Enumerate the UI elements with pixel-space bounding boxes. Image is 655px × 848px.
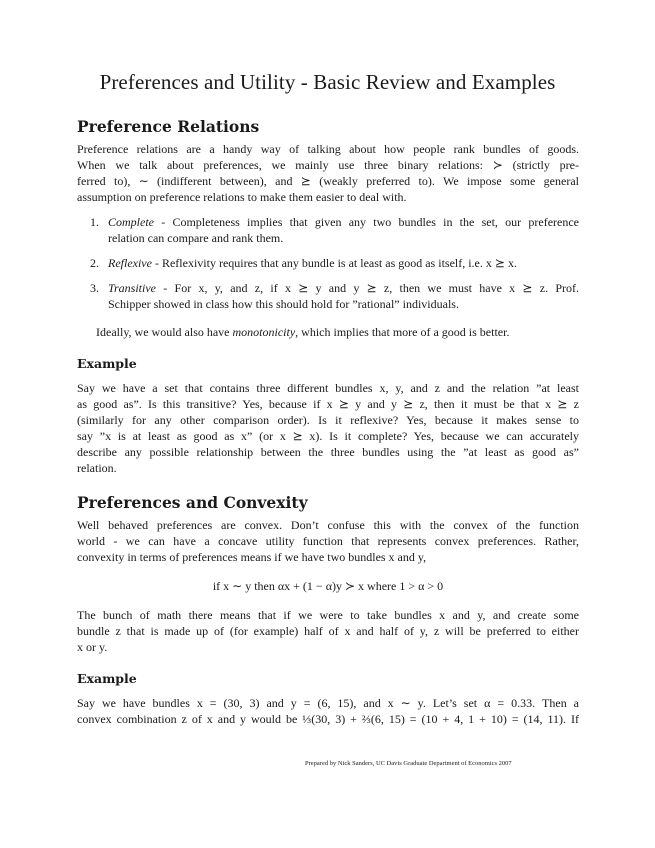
list-item-reflexive: [90, 255, 579, 271]
text-line: Say we have a set that contains three different bundles x, y, and z and the relation ”at least: [77, 381, 579, 395]
text-line: Preference relations are a handy way of talking about how people rank bundles of goods.: [77, 142, 579, 156]
text-line: relation can compare and rank them.: [108, 231, 284, 245]
list-number: 3.: [90, 281, 99, 295]
term: Reflexive: [108, 256, 152, 270]
list-item-complete: [90, 214, 579, 246]
example-heading-1: Example: [77, 356, 137, 371]
list-number: 1.: [90, 215, 99, 229]
page-footer: Prepared by Nick Sanders, UC Davis Graduate Department of Economics 2007: [305, 760, 512, 767]
text-line: The bunch of math there means that if we were to take bundles x and y, and create some: [77, 608, 579, 622]
text-line: Well behaved preferences are convex. Don’t confuse this with the convex of the function: [77, 518, 579, 532]
text-line: [96, 324, 579, 340]
text-line: bundle z that is made up of (for example) half of x and half of y, z will be preferred to either: [77, 624, 579, 638]
text-line: x or y.: [77, 640, 108, 654]
example1-paragraph: [77, 380, 579, 476]
page-title: Preferences and Utility - Basic Review and Examples: [99, 70, 556, 94]
section-heading-convexity: Preferences and Convexity: [77, 493, 308, 512]
text-line: world - we can have a concave utility function that represents convex preferences. Rather,: [77, 534, 579, 548]
monotonicity-note: [96, 324, 579, 340]
text-line: say ”x is at least as good as x” (or x ⪰ x). Is it complete? Yes, because we can accurately: [77, 429, 579, 443]
text: , which implies that more of a good is better.: [295, 325, 510, 339]
text-line: assumption on preference relations to make them easier to deal with.: [77, 190, 407, 204]
text-line: [108, 214, 579, 230]
text-line: as good as”. Is this transitive? Yes, because if x ⪰ y and y ⪰ z, then it must be that x ⪰ z: [77, 397, 579, 411]
term-text: - Completeness implies that given any two bundles in the set, our preference: [154, 215, 579, 229]
term: monotonicity: [232, 325, 296, 339]
assumption-list: [90, 214, 579, 312]
text-line: convexity in terms of preferences means if we have two bundles x and y,: [77, 550, 427, 564]
section1-intro-paragraph: [77, 141, 579, 205]
section2-intro-paragraph: [77, 517, 579, 565]
text-line: describe any possible relationship between the three bundles using the ”at least as good as”: [77, 445, 579, 459]
section-heading-preference-relations: Preference Relations: [77, 117, 260, 136]
list-number: 2.: [90, 256, 99, 270]
convexity-formula: if x ∼ y then αx + (1 − α)y ≻ x where 1 > α > 0: [212, 579, 444, 593]
text: Ideally, we would also have: [96, 325, 233, 339]
text-line: When we talk about preferences, we mainly use three binary relations: ≻ (strictly pre-: [77, 158, 579, 172]
text-line: convex combination z of x and y would be ⅓(30, 3) + ⅔(6, 15) = (10 + 4, 1 + 10) = (14, 11). If: [77, 712, 579, 726]
term-text: - Reflexivity requires that any bundle is at least as good as itself, i.e. x ⪰ x.: [151, 256, 517, 270]
text-line: (similarly for any other comparison order). Is it reflexive? Yes, because it makes sense to: [77, 413, 579, 427]
text-line: [108, 255, 579, 271]
example2-paragraph: [77, 695, 579, 727]
term: Transitive: [108, 281, 157, 295]
text-line: Schipper showed in class how this should hold for ”rational” individuals.: [108, 297, 459, 311]
text-line: Say we have bundles x = (30, 3) and y = (6, 15), and x ∼ y. Let’s set α = 0.33. Then a: [77, 696, 579, 710]
term-text: - For x, y, and z, if x ⪰ y and y ⪰ z, then we must have x ⪰ z. Prof.: [156, 281, 579, 295]
text-line: ferred to), ∼ (indifferent between), and ⪰ (weakly preferred to). We impose some general: [77, 174, 579, 188]
example-heading-2: Example: [77, 671, 137, 686]
text-line: relation.: [77, 461, 117, 475]
term: Complete: [108, 215, 154, 229]
list-item-transitive: [90, 280, 579, 312]
text-line: [108, 280, 579, 296]
section2-explanation-paragraph: [77, 607, 579, 655]
